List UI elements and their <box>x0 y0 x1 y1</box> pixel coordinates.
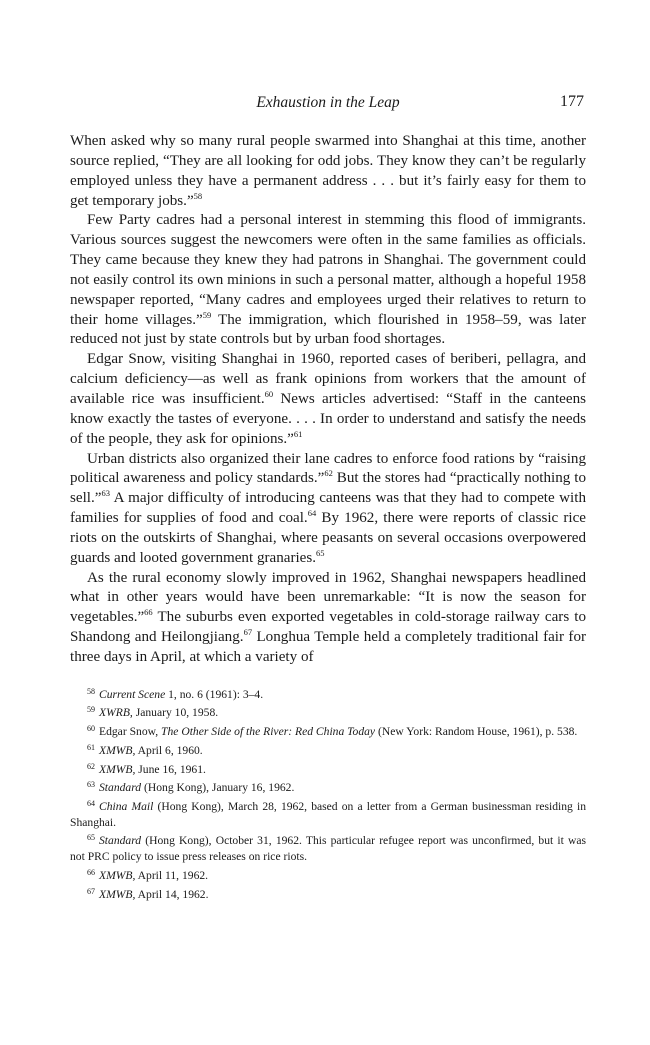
footnote: $^{67}$ XMWB, April 14, 1962. <box>87 886 209 901</box>
paragraph-5: As the rural economy slowly improved in 1962, Shanghai newspapers headlined what in other years would have been unremarkable: “It is now the season for vegetables.”$^{66}$ The suburbs even exported vegetables in cold-storage railway cars to Shandong and Heilongjiang.$^{67}$ Longhua Temple held a completely traditional fair for three days in April, at which a variety of <box>70 569 587 665</box>
paragraph-1: When asked why so many rural people swarmed into Shanghai at this time, another source replied, “They are all looking for odd jobs. They know they can’t be regularly employed unless they have a permanent address . . . but it’s fairly easy for them to get temporary jobs.”$^{58}$ <box>70 133 586 209</box>
footnote: $^{60}$ Edgar Snow, The Other Side of the River: Red China Today (New York: Random House, 1961), p. 538. <box>87 724 578 739</box>
footnote-ref: 67 <box>243 627 253 638</box>
page-number: 177 <box>560 93 584 110</box>
footnote-ref: 63 <box>101 488 110 499</box>
footnote-ref: 66 <box>144 607 153 618</box>
footnote: $^{66}$ XMWB, April 11, 1962. <box>87 867 209 882</box>
footnote-ref: 58 <box>193 190 203 201</box>
footnote-ref: 61 <box>293 428 303 439</box>
footnote-ref: 65 <box>316 547 325 558</box>
footnote: $^{65}$ Standard (Hong Kong), October 31, 1962. This particular refugee report was unconfirmed, but it was not PRC policy to issue press releases on rice riots. <box>70 833 586 864</box>
footnote: $^{59}$ XWRB, January 10, 1958. <box>87 705 219 720</box>
footnote: $^{62}$ XMWB, June 16, 1961. <box>87 761 206 776</box>
footnote: $^{63}$ Standard (Hong Kong), January 16, 1962. <box>87 780 295 795</box>
paragraph-3: Edgar Snow, visiting Shanghai in 1960, reported cases of beriberi, pellagra, and calcium deficiency—as well as frank opinions from workers that the amount of available rice was insufficient.$^{60}$ News articles advertised: “Staff in the canteens know exactly the tastes of everyone. . . . In order to understand and satisfy the needs of the people, they ask for opinions.”$^{61}$ <box>70 351 586 447</box>
footnote-ref: 59 <box>202 309 212 320</box>
running-head: Exhaustion in the Leap <box>256 94 400 111</box>
footnote-ref: 64 <box>307 508 317 519</box>
footnote-ref: 62 <box>324 468 333 479</box>
body-text <box>70 132 586 668</box>
footnote: $^{64}$ China Mail (Hong Kong), March 28, 1962, based on a letter from a German businessman residing in Shanghai. <box>70 799 587 829</box>
footnote: $^{61}$ XMWB, April 6, 1960. <box>87 742 203 757</box>
footnote: $^{58}$ Current Scene 1, no. 6 (1961): 3–4. <box>87 686 264 701</box>
footnote-ref: 60 <box>264 388 274 399</box>
paragraph-4: Urban districts also organized their lane cadres to enforce food rations by “raising political awareness and policy standards.”$^{62}$ But the stores had “practically nothing to sell.”$^{63}$ A major difficulty of introducing canteens was that they had to compete with families for supplies of food and coal.$^{64}$ By 1962, there were reports of classic rice riots on the outskirts of Shanghai, where peasants on several occasions overpowered guards and looted government granaries.$^{65}$ <box>70 450 587 566</box>
book-page <box>70 92 586 902</box>
footnotes <box>70 684 586 902</box>
page-header <box>70 92 586 118</box>
paragraph-2: Few Party cadres had a personal interest in stemming this flood of immigrants. Various sources suggest the newcomers were often in the same families as officials. They came because they knew they had patrons in Shanghai. The government could not easily control its own minions in such a personal matter, although a hopeful 1958 newspaper reported, “Many cadres and employees urged their relatives to return to their home villages.”$^{59}$ The immigration, which flourished in 1958–59, was later reduced not just by state controls but by urban food shortages. <box>70 212 586 348</box>
